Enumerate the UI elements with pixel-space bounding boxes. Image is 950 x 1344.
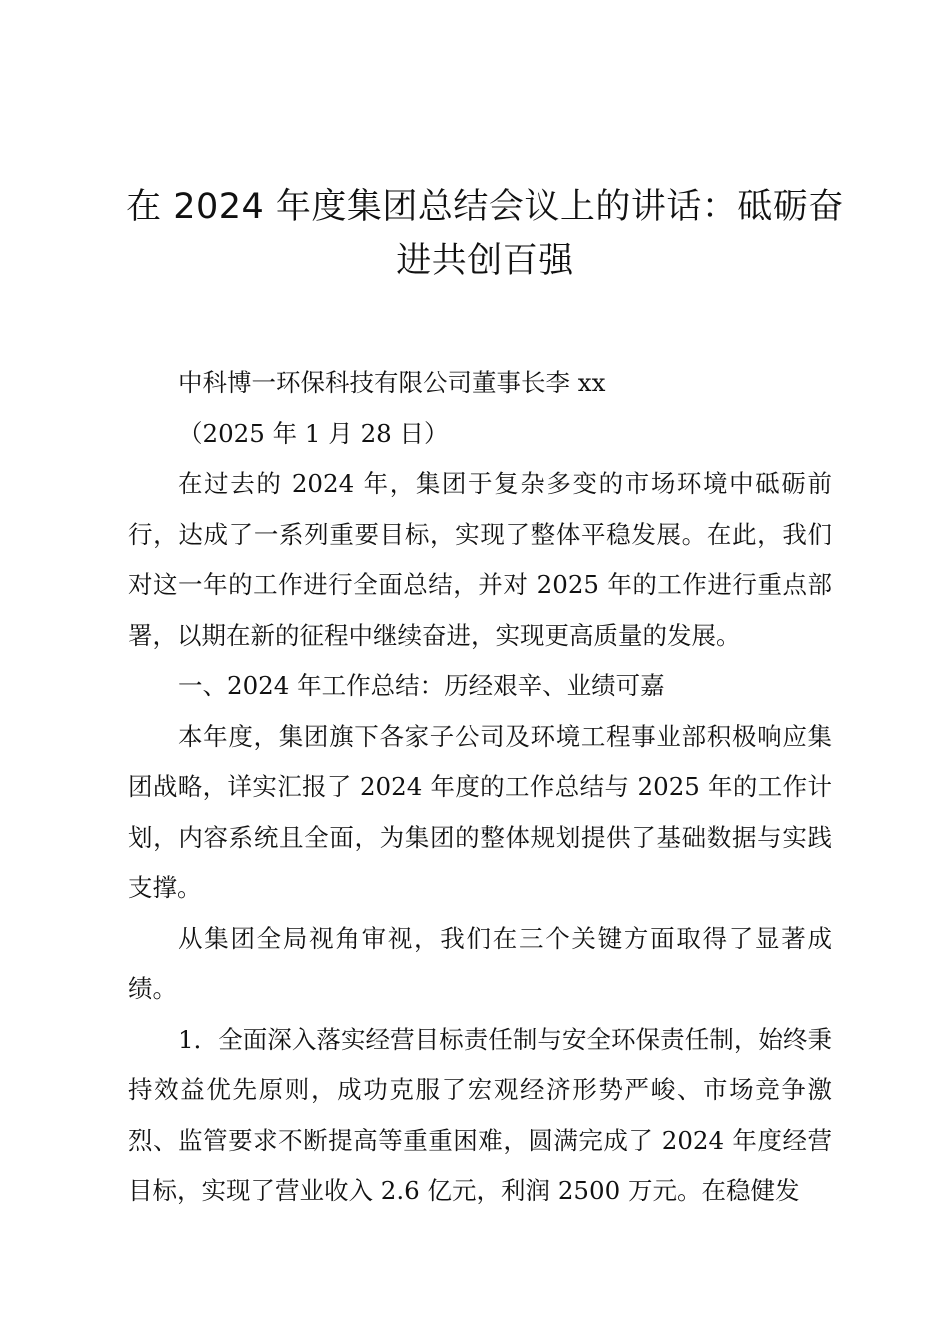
section-heading-1: 一、2024 年工作总结：历经艰辛、业绩可嘉 xyxy=(178,671,665,700)
author-line: 中科博一环保科技有限公司董事长李 xx xyxy=(178,368,606,397)
document-title: 在 2024 年度集团总结会议上的讲话：砥砺奋进共创百强 xyxy=(126,187,844,281)
paragraph-point-1: 1．全面深入落实经营目标责任制与安全环保责任制，始终秉持效益优先原则，成功克服了宏观经济形势严峻、市场竞争激烈、监管要求不断提高等重重困难，圆满完成了 2024 年度经营目标，实现了营业收入 2.6 亿元，利润 2500 万元。在稳健发 xyxy=(128,1024,832,1205)
paragraph-intro: 在过去的 2024 年，集团于复杂多变的市场环境中砥砺前行，达成了一系列重要目标，实现了整体平稳发展。在此，我们对这一年的工作进行全面总结，并对 2025 年的工作进行重点部署，以期在新的征程中继续奋进，实现更高质量的发展。 xyxy=(128,469,832,650)
paragraph-summary: 本年度，集团旗下各家子公司及环境工程事业部积极响应集团战略，详实汇报了 2024 年度的工作总结与 2025 年的工作计划，内容系统且全面，为集团的整体规划提供了基础数据与实践支撑。 xyxy=(128,721,832,902)
paragraph-achievements: 从集团全局视角审视，我们在三个关键方面取得了显著成绩。 xyxy=(128,923,832,1003)
date-line: （2025 年 1 月 28 日） xyxy=(178,418,449,448)
document-body xyxy=(128,358,832,1217)
